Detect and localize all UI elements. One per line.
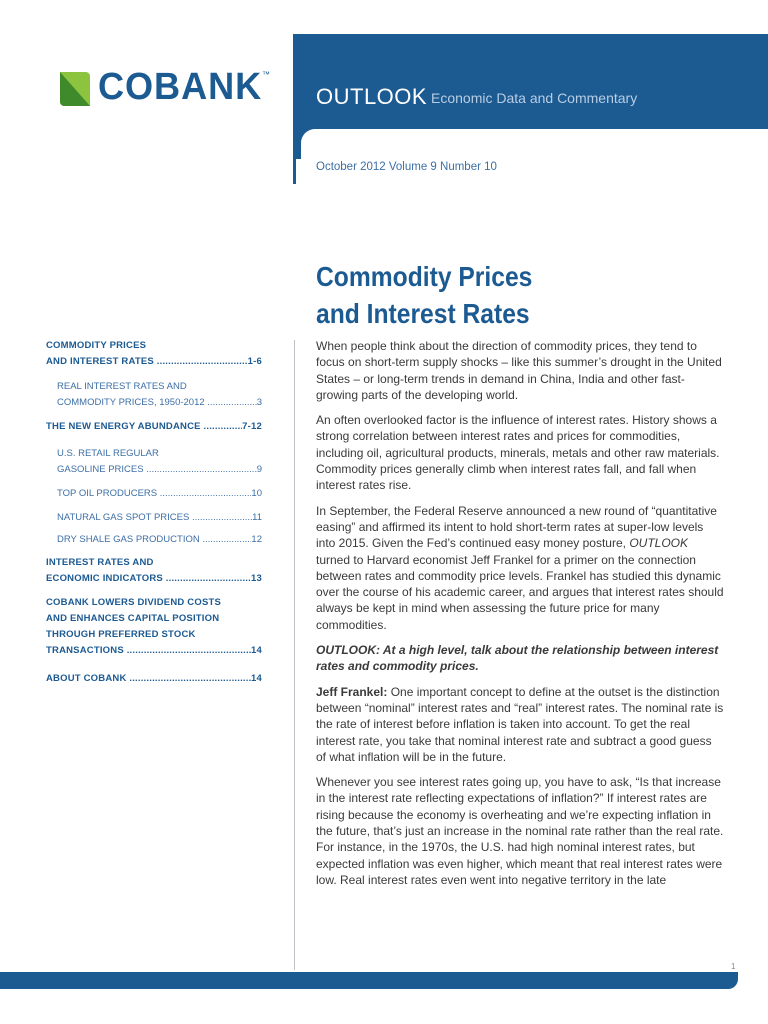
header-stripe (293, 129, 296, 184)
toc-page: 9 (256, 464, 262, 475)
paragraph: In September, the Federal Reserve announced a new round of “quantitative easing” and affirmed its intent to hold short-term rates at super-low levels into 2015. Given the Fed’s continued easy money posture, OUTLOOK turned to Harvard economist Jeff Frankel for a primer on the connection between rates and commodity price levels. Frankel has studied this dynamic over the course of his academic career, and argues that interest rates should always be kept in mind when assessing the future price for many commodities. (316, 503, 724, 632)
toc-item-line: THROUGH PREFERRED STOCK (46, 629, 196, 640)
speaker-name: Jeff Frankel: (316, 684, 388, 699)
toc-item-top-oil-producers[interactable] (57, 486, 262, 502)
toc-item-line: ECONOMIC INDICATORS ..... (46, 571, 251, 587)
toc-item-line: ABOUT COBANK ..... (46, 671, 251, 687)
toc-page: 14 (251, 645, 262, 656)
toc-item-line: NATURAL GAS SPOT PRICES ..... (57, 510, 252, 526)
article-title-line1: Commodity Prices (316, 261, 533, 292)
interview-question: OUTLOOK: At a high level, talk about the relationship between interest rates and commodity prices. (316, 643, 719, 674)
column-divider (294, 340, 295, 970)
toc-item-natural-gas-spot-prices[interactable] (57, 510, 262, 526)
outlook-emphasis: OUTLOOK (629, 536, 688, 551)
toc-item-line: COMMODITY PRICES (46, 340, 147, 351)
paragraph: An often overlooked factor is the influence of interest rates. History shows a strong correlation between interest rates and prices for commodities, including oil, agricultural products, minerals, metals and other raw materials. Commodity prices generally climb when interest rates fall, and fall when interest rates rise. (316, 413, 720, 493)
toc-item-line: DRY SHALE GAS PRODUCTION ..... (57, 532, 251, 548)
toc-item-real-interest-rates[interactable] (57, 379, 262, 411)
article-title-line2: and Interest Rates (316, 298, 530, 329)
toc-page: 7-12 (242, 421, 262, 432)
toc-item-line: AND INTEREST RATES ..... (46, 354, 248, 370)
toc-item-line: THE NEW ENERGY ABUNDANCE ..... (46, 419, 242, 435)
outlook-subtitle: Economic Data and Commentary (431, 90, 638, 106)
toc-item-line: GASOLINE PRICES ..... (57, 462, 257, 478)
toc-item-line: AND ENHANCES CAPITAL POSITION (46, 613, 220, 624)
toc-item-dry-shale-gas[interactable] (57, 532, 262, 548)
toc-item-line: TRANSACTIONS ..... (46, 643, 251, 659)
header-notch-mask (301, 129, 331, 159)
issue-line: October 2012 Volume 9 Number 10 (316, 161, 497, 173)
toc-page: 14 (251, 673, 262, 684)
cobank-leaf-icon (58, 68, 98, 110)
interview-answer: Jeff Frankel: One important concept to define at the outset is the distinction between “nominal” interest rates and “real” interest rates. The nominal rate is the rate of interest before inflation is taken into account. To get the real interest rate, you take that nominal interest rate and subtract a good guess of what inflation will be in the future. (316, 684, 724, 764)
toc-page: 3 (256, 397, 262, 408)
cobank-wordmark: COBANK (98, 66, 263, 108)
toc-item-line: COMMODITY PRICES, 1950-2012 ..... (57, 395, 257, 411)
toc-item-line: INTEREST RATES AND (46, 557, 154, 568)
trademark: ™ (262, 70, 270, 79)
toc-item-about-cobank[interactable] (46, 671, 262, 687)
toc-item-line: TOP OIL PRODUCERS ..... (57, 486, 251, 502)
article-body (316, 338, 724, 897)
toc-item-cobank-dividend[interactable] (46, 595, 262, 659)
footer-bar (0, 972, 729, 989)
toc-page: 10 (251, 488, 262, 499)
article-title (316, 258, 686, 332)
toc-item-new-energy-abundance[interactable] (46, 419, 262, 435)
toc-item-line: U.S. RETAIL REGULAR (57, 448, 159, 459)
toc-item-gasoline-prices[interactable] (57, 446, 262, 478)
toc-item-line: COBANK LOWERS DIVIDEND COSTS (46, 597, 222, 608)
toc-item-line: REAL INTEREST RATES AND (57, 381, 187, 392)
toc-page: 11 (252, 512, 262, 523)
toc-page: 1-6 (247, 356, 262, 367)
paragraph: Whenever you see interest rates going up, you have to ask, “Is that increase in the interest rate reflecting expectations of inflation?” If interest rates are rising because the economy is overheating and we’re expecting inflation in the future, that’s just an increase in the nominal rate rather than the real rate. For instance, in the 1970s, the U.S. had high nominal interest rates, but expected inflation was even higher, which meant that real interest rates were low. Real interest rates even went into negative territory in the late (316, 775, 724, 887)
toc-item-commodity-prices[interactable] (46, 338, 262, 370)
footer-bar-end (718, 972, 738, 989)
paragraph: When people think about the direction of commodity prices, they tend to focus on short-term supply shocks – like this summer’s drought in the United States – or long-term trends in demand in China, India and other fast-growing parts of the developing world. (316, 339, 722, 402)
toc-page: 12 (251, 534, 262, 545)
outlook-title: OUTLOOK (316, 84, 428, 109)
header-band (293, 34, 768, 129)
page-number: 1 (731, 962, 736, 971)
toc-item-interest-rates-indicators[interactable] (46, 555, 262, 587)
toc-page: 13 (251, 573, 262, 584)
